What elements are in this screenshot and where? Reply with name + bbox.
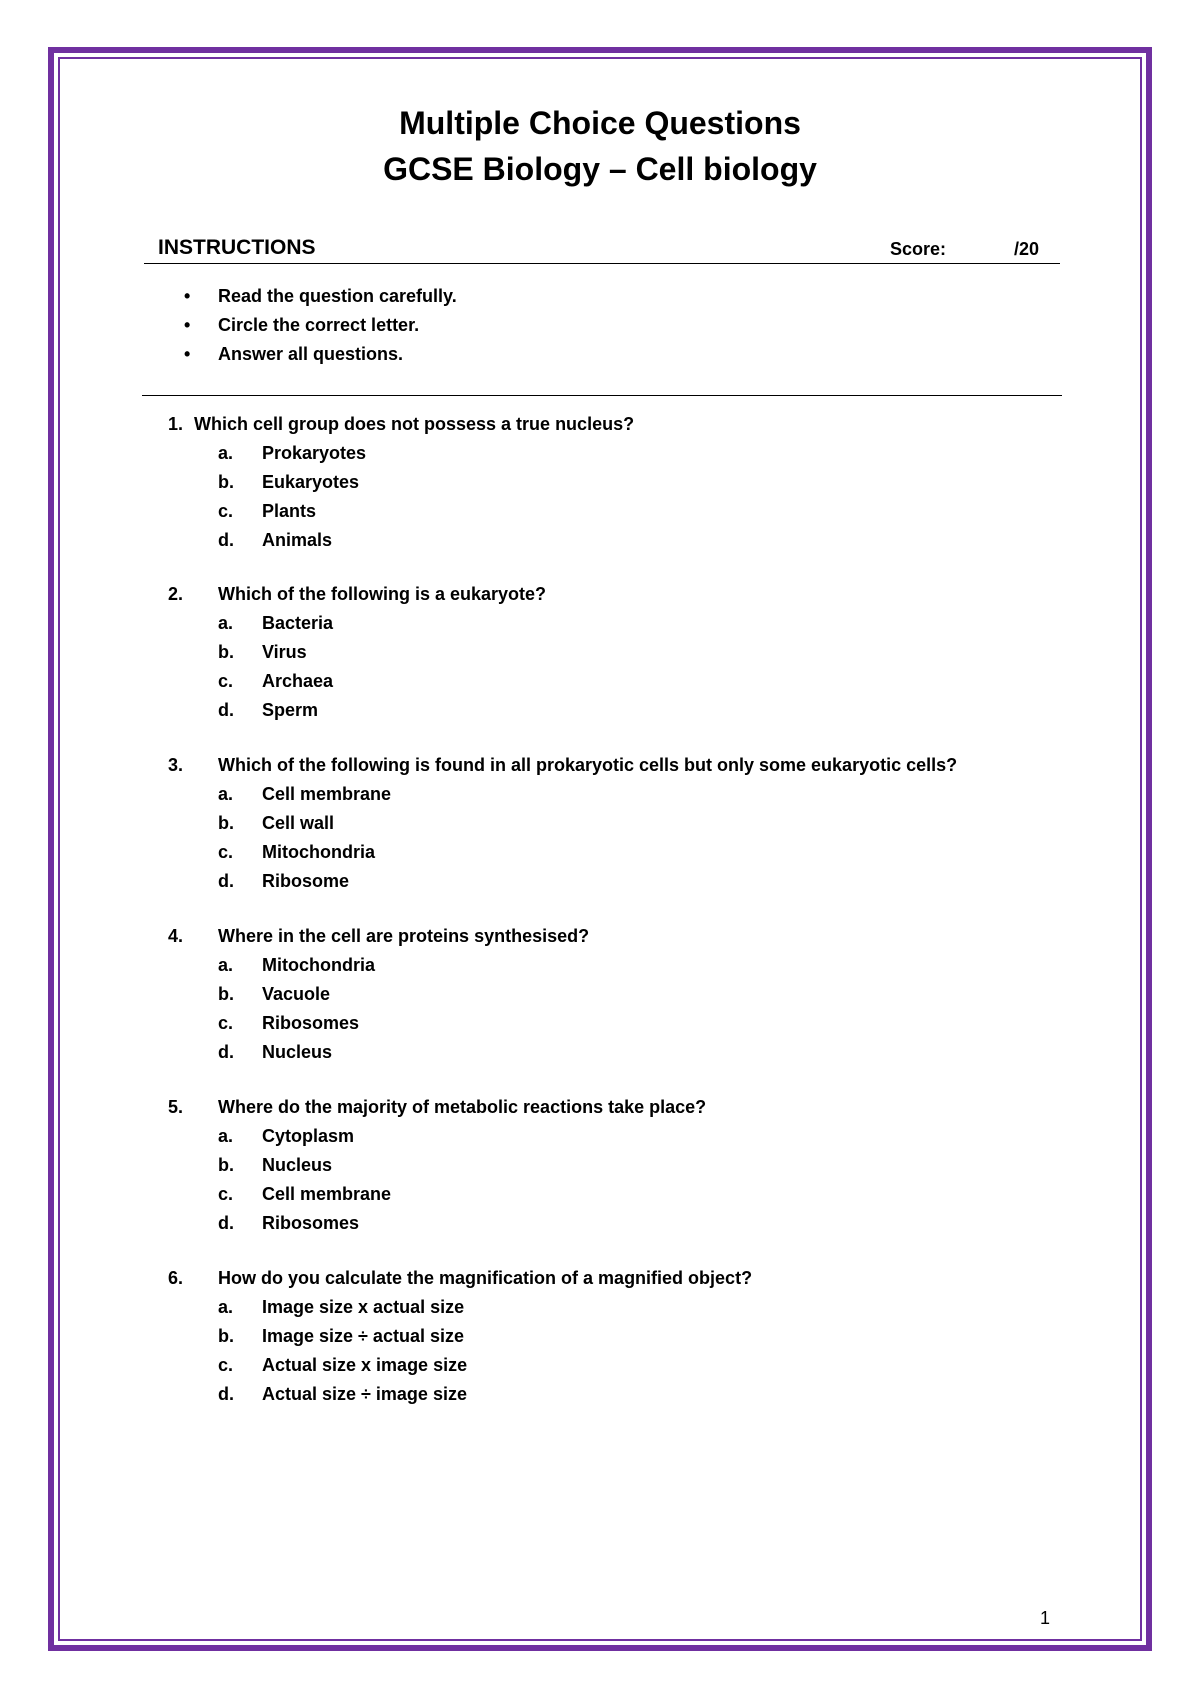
question-number: 1. (168, 414, 184, 434)
option-text: Prokaryotes (262, 443, 367, 463)
option-letter[interactable]: b. (218, 813, 234, 833)
option-text: Image size x actual size (262, 1297, 465, 1317)
option-letter[interactable]: a. (218, 784, 234, 804)
option-letter[interactable]: b. (218, 472, 234, 492)
option-text: Mitochondria (262, 842, 375, 862)
option-letter[interactable]: d. (218, 871, 234, 891)
option-letter[interactable]: b. (218, 984, 234, 1004)
option-letter[interactable]: d. (218, 1213, 234, 1233)
instruction-item (180, 311, 457, 340)
option-letter[interactable]: a. (218, 1297, 234, 1317)
page-number: 1 (1040, 1608, 1051, 1628)
option-letter[interactable]: b. (218, 1326, 234, 1346)
question-text: Where in the cell are proteins synthesised? (218, 926, 590, 946)
instructions-list (180, 282, 457, 369)
instruction-item (180, 282, 457, 311)
option-text: Ribosome (262, 871, 350, 891)
option-letter[interactable]: c. (218, 1013, 234, 1033)
option-text: Cytoplasm (262, 1126, 355, 1146)
title-line-1: Multiple Choice Questions (399, 105, 801, 141)
option-letter[interactable]: d. (218, 530, 234, 550)
bullet-icon: • (184, 315, 191, 335)
question-text: How do you calculate the magnification of a magnified object? (218, 1268, 753, 1288)
question-text: Which cell group does not possess a true nucleus? (194, 414, 635, 434)
instruction-text: Circle the correct letter. (218, 315, 420, 335)
option-letter[interactable]: c. (218, 1184, 234, 1204)
score-total: /20 (1014, 239, 1040, 259)
title-line-2: GCSE Biology – Cell biology (383, 151, 817, 187)
question-number: 4. (168, 926, 184, 946)
option-text: Vacuole (262, 984, 331, 1004)
option-letter[interactable]: a. (218, 955, 234, 975)
option-text: Actual size x image size (262, 1355, 468, 1375)
score-label: Score: (890, 239, 947, 259)
instructions-label: INSTRUCTIONS (158, 236, 316, 259)
option-text: Ribosomes (262, 1213, 360, 1233)
option-letter[interactable]: c. (218, 671, 234, 691)
option-text: Cell membrane (262, 784, 392, 804)
question-number: 2. (168, 584, 184, 604)
option-text: Sperm (262, 700, 319, 720)
question-number: 5. (168, 1097, 184, 1117)
option-text: Actual size ÷ image size (262, 1384, 467, 1404)
option-letter[interactable]: c. (218, 501, 234, 521)
instructions-header (144, 234, 1060, 264)
section-divider (142, 395, 1062, 396)
option-text: Image size ÷ actual size (262, 1326, 464, 1346)
bullet-icon: • (184, 344, 191, 364)
question-text: Which of the following is found in all prokaryotic cells but only some eukaryotic cells? (218, 755, 958, 775)
option-text: Cell membrane (262, 1184, 392, 1204)
option-letter[interactable]: d. (218, 700, 234, 720)
option-letter[interactable]: b. (218, 642, 234, 662)
option-text: Eukaryotes (262, 472, 360, 492)
instruction-text: Read the question carefully. (218, 286, 457, 306)
question-text: Which of the following is a eukaryote? (218, 584, 547, 604)
option-letter[interactable]: c. (218, 842, 234, 862)
option-text: Mitochondria (262, 955, 375, 975)
question-number: 3. (168, 755, 184, 775)
option-letter[interactable]: a. (218, 613, 234, 633)
bullet-icon: • (184, 286, 191, 306)
instruction-text: Answer all questions. (218, 344, 404, 364)
option-text: Cell wall (262, 813, 335, 833)
option-text: Plants (262, 501, 317, 521)
option-text: Ribosomes (262, 1013, 360, 1033)
title-block (0, 100, 1200, 192)
instruction-item (180, 340, 457, 369)
question-text: Where do the majority of metabolic reactions take place? (218, 1097, 707, 1117)
option-text: Virus (262, 642, 307, 662)
option-text: Nucleus (262, 1042, 333, 1062)
question-number: 6. (168, 1268, 184, 1288)
option-text: Animals (262, 530, 333, 550)
option-letter[interactable]: a. (218, 443, 234, 463)
option-letter[interactable]: a. (218, 1126, 234, 1146)
option-text: Nucleus (262, 1155, 333, 1175)
option-letter[interactable]: d. (218, 1042, 234, 1062)
option-letter[interactable]: d. (218, 1384, 234, 1404)
option-text: Bacteria (262, 613, 334, 633)
option-text: Archaea (262, 671, 334, 691)
option-letter[interactable]: b. (218, 1155, 234, 1175)
option-letter[interactable]: c. (218, 1355, 234, 1375)
